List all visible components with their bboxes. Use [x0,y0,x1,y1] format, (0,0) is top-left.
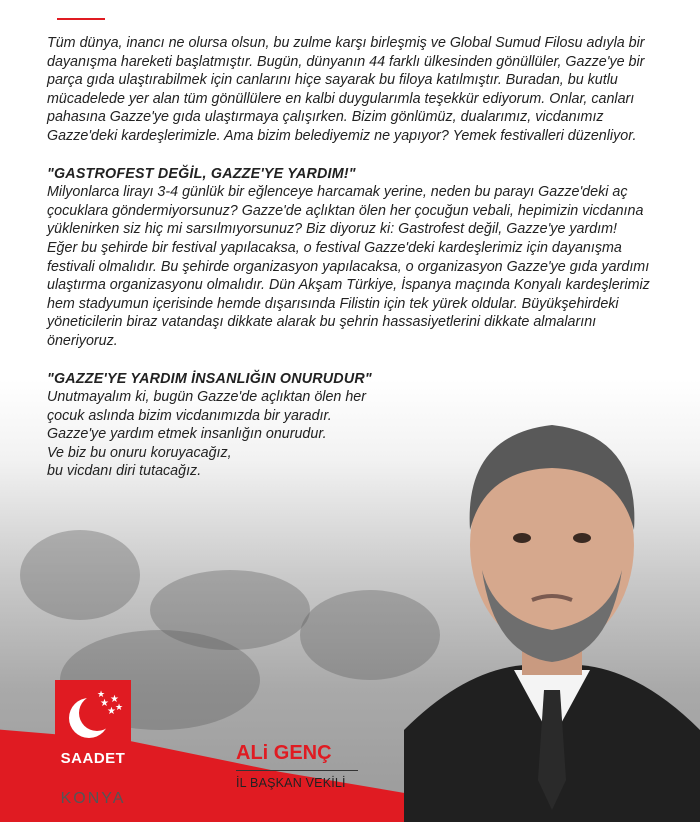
closing-line: Unutmayalım ki, bugün Gazze'de açlıktan ölen her [47,389,367,406]
heading-insanlik: "GAZZE'YE YARDIM İNSANLIĞIN ONURUDUR" [47,370,372,387]
accent-line [57,18,105,20]
closing-line: Ve biz bu onuru koruyacağız, [47,444,232,461]
party-logo [55,680,131,758]
name-divider [236,770,358,771]
svg-text:★: ★ [97,690,106,700]
signatory-role: İL BAŞKAN VEKİLİ [236,776,346,790]
svg-text:★: ★ [110,694,119,705]
svg-text:★: ★ [107,706,116,717]
svg-text:★: ★ [115,703,124,713]
crescent-stars-icon [55,680,131,758]
closing-line: Gazze'ye yardım etmek insanlığın onurudur. [47,426,327,443]
portrait-photo [404,400,700,822]
closing-line: çocuk aslında bizim vicdanımızda bir yaradır. [47,407,332,424]
paragraph-2: Milyonlarca lirayı 3-4 günlük bir eğlenceye harcamak yerine, neden bu parayı Gazze'deki aç çocuklara göndermiyorsunuz? Gazze'de açlıktan ölen her çocuğun vebali, hepimizin vicdanına yüklenirken siz hiç mi sarsılmıyorsunuz? Biz diyoruz ki: Gastrofest değil, Gazze'ye yardım! [47,184,644,238]
signatory-name: ALi GENÇ [236,742,332,764]
city-name: KONYA [60,790,126,807]
closing-line: bu vicdanı diri tutacağız. [47,463,202,480]
svg-text:★: ★ [100,698,109,709]
intro-paragraph: Tüm dünya, inancı ne olursa olsun, bu zulme karşı birleşmiş ve Global Sumud Filosu adıyla bir dayanışma hareketi başlatmıştır. Bugün, dünyanın 44 farklı ülkesinden gönüllüler, Gazze'ye bir parça gıda ulaştırabilmek için canlarını hiçe sayarak bu filoya katılmıştır. Buradan, bu kutlu mücadelede yer alan tüm gönüllülere en kalbi duygularımla teşekkür ediyorum. Onlar, canları pahasına Gazze'ye gıda ulaştırmaya çalışırken. Bizim gönlümüz, dualarımız, vicdanımız Gazze'deki kardeşlerimizle. Ama bizim belediyemiz ne yapıyor? Yemek festivalleri düzenliyor. [47,35,645,144]
party-name: SAADET [60,750,126,767]
heading-gastrofest: "GASTROFEST DEĞİL, GAZZE'YE YARDIM!" [47,165,356,182]
paragraph-3: Eğer bu şehirde bir festival yapılacaksa, o festival Gazze'deki kardeşlerimiz için dayanışma festivali olmalıdır. Bu şehirde organizasyon yapılacaksa, o organizasyon Gazze'ye gıda yardımı ulaştırma organizasyonu olmalıdır. Dün Akşam Türkiye, İspanya maçında Konyalı kardeşlerimiz hem stadyumun içerisinde hemde dışarısında Filistin için tek yürek oldular. Büyükşehirdeki yöneticilerin biraz vatandaşı dikkate alarak bu şehrin hassasiyetlerini dikkate almalarını öneriyoruz. [47,239,650,349]
